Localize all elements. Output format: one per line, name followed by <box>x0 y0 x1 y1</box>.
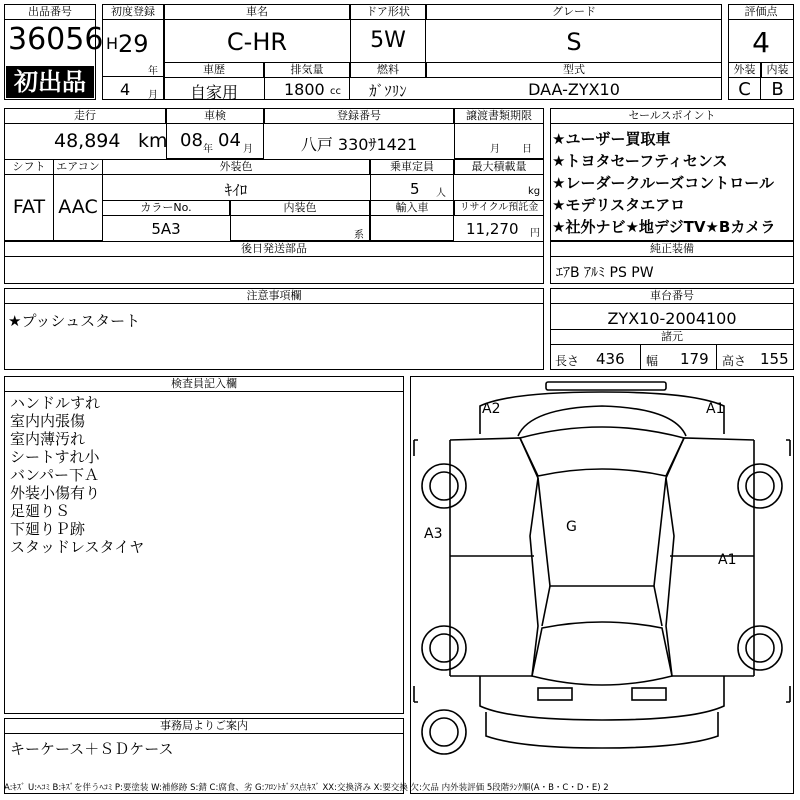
mileage-unit: km <box>138 130 168 152</box>
transfer-day: 日 <box>522 144 532 155</box>
plate-label: 登録番号 <box>264 108 454 124</box>
exterior-grade: C <box>738 79 751 100</box>
air-conditioner: AAC <box>58 196 98 218</box>
width-label: 幅 <box>646 354 659 368</box>
transfer-month: 月 <box>490 144 500 155</box>
note-line: 下廻りＰ跡 <box>10 520 86 538</box>
interior-label: 内装 <box>761 62 794 78</box>
mileage: 48,894 <box>54 130 121 152</box>
inspection-month-unit: 月 <box>243 144 253 155</box>
capacity-unit: 人 <box>436 188 446 199</box>
shift: FAT <box>12 196 46 218</box>
mileage-label: 走行 <box>4 108 166 124</box>
history-label: 車歴 <box>164 62 264 78</box>
damage-mark: A3 <box>424 526 443 542</box>
office-notes-label: 事務局よりご案内 <box>4 718 404 734</box>
note-line: ハンドルすれ <box>10 394 101 412</box>
color-number: 5A3 <box>151 220 181 238</box>
dim-divider-1 <box>640 344 641 370</box>
car-name-label: 車名 <box>164 4 350 20</box>
damage-mark: A1 <box>706 401 725 417</box>
chassis-label: 車台番号 <box>550 288 794 304</box>
inspection-label: 車検 <box>166 108 264 124</box>
office-notes: キーケース＋ＳＤケース <box>10 740 174 758</box>
interior-color-label: 内装色 <box>230 200 370 216</box>
exterior-color: ｷｲﾛ <box>224 181 248 199</box>
note-line: 室内内張傷 <box>10 412 86 430</box>
grade-label: グレード <box>426 4 722 20</box>
color-number-label: カラーNo. <box>102 200 230 216</box>
registration-era: H <box>106 34 119 53</box>
grade: S <box>566 28 582 56</box>
inspector-notes-label: 検査員記入欄 <box>4 376 404 392</box>
sales-point: ★ユーザー買取車 <box>552 130 671 148</box>
shift-label: シフト <box>4 159 54 175</box>
equipment-label: 純正装備 <box>550 241 794 257</box>
inspection-month: 04 <box>218 130 241 151</box>
legend: A:ｷｽﾞ U:ﾍｺﾐ B:ｷｽﾞを伴うﾍｺﾐ P:要塗装 W:補修跡 S:錆 C:腐食、劣 G:ﾌﾛﾝﾄｶﾞﾗｽ点ｷｽﾞ XX:交換済み X:要交換 欠:欠品 内外装評価 5段階ﾗﾝｸ順(A・B・C・D・E) 2 <box>4 783 609 793</box>
max-load-unit: kg <box>528 186 541 197</box>
sales-points-label: セールスポイント <box>550 108 794 124</box>
specs-label: 諸元 <box>550 329 794 345</box>
score-label: 評価点 <box>728 4 794 20</box>
interior-color-unit: 系 <box>354 230 364 241</box>
damage-mark: A2 <box>482 401 501 417</box>
first-listing-badge: 初出品 <box>6 66 94 98</box>
capacity: 5 <box>410 180 420 198</box>
note-line: 足廻りＳ <box>10 502 71 520</box>
interior-color-cell <box>230 215 370 241</box>
plate-number: 八戸 330ｻ1421 <box>300 135 418 154</box>
note-line: 外装小傷有り <box>10 484 101 502</box>
import-label: 輸入車 <box>370 200 454 216</box>
caution-label: 注意事項欄 <box>4 288 544 304</box>
month-unit: 月 <box>148 90 158 101</box>
equipment: ｴｱB ｱﾙﾐ PS PW <box>556 265 654 281</box>
displacement-label: 排気量 <box>264 62 350 78</box>
model-code: DAA-ZYX10 <box>528 80 620 99</box>
first-registration-label: 初度登録 <box>102 4 164 20</box>
car-name: C-HR <box>226 28 288 56</box>
exterior-label: 外装 <box>728 62 761 78</box>
car-diagram <box>410 376 794 794</box>
capacity-label: 乗車定員 <box>370 159 454 175</box>
height: 155 <box>760 350 789 368</box>
displacement: 1800 <box>284 80 325 99</box>
lot-number: 36056 <box>8 22 104 57</box>
sales-point: ★レーダークルーズコントロール <box>552 174 774 192</box>
year-unit: 年 <box>148 66 158 77</box>
fuel: ｶﾞｿﾘﾝ <box>369 82 407 100</box>
import-cell <box>370 215 454 241</box>
note-line: スタッドレスタイヤ <box>10 538 145 556</box>
sales-point: ★トヨタセーフティセンス <box>552 152 728 170</box>
damage-mark: A1 <box>718 552 737 568</box>
sales-point: ★社外ナビ★地デジTV★Bカメラ <box>552 218 776 236</box>
transfer-doc-label: 譲渡書類期限 <box>454 108 544 124</box>
history: 自家用 <box>189 83 238 102</box>
note-line: シートすれ小 <box>10 448 100 466</box>
later-parts-label: 後日発送部品 <box>4 241 544 257</box>
inspector-notes-list <box>10 394 144 556</box>
note-line: バンパー下Ａ <box>10 466 99 484</box>
recycle-fee: 11,270 <box>466 220 519 238</box>
inspection-year-unit: 年 <box>203 144 213 155</box>
registration-month: 4 <box>120 80 131 99</box>
door-type: 5W <box>370 28 406 53</box>
interior-grade: B <box>771 79 784 100</box>
chassis-number: ZYX10-2004100 <box>607 309 737 328</box>
exterior-color-label: 外装色 <box>102 159 370 175</box>
model-label: 型式 <box>426 62 722 78</box>
registration-year: 29 <box>118 30 149 58</box>
lot-number-label: 出品番号 <box>4 4 96 20</box>
dim-divider-2 <box>716 344 717 370</box>
length-label: 長さ <box>555 354 580 368</box>
note-line: 室内薄汚れ <box>10 430 86 448</box>
score: 4 <box>752 26 770 59</box>
sales-point: ★モデリスタエアロ <box>552 196 686 214</box>
max-load-label: 最大積載量 <box>454 159 544 175</box>
height-label: 高さ <box>722 354 747 368</box>
caution-text: ★プッシュスタート <box>8 312 141 330</box>
displacement-unit: cc <box>330 86 341 97</box>
recycle-unit: 円 <box>530 228 540 239</box>
damage-mark: G <box>566 519 577 535</box>
registration-divider <box>102 76 164 77</box>
inspection-year: 08 <box>180 130 203 151</box>
width: 179 <box>680 350 709 368</box>
ac-label: エアコン <box>53 159 103 175</box>
fuel-label: 燃料 <box>350 62 426 78</box>
length: 436 <box>596 350 625 368</box>
recycle-label: リサイクル預託金 <box>454 200 544 216</box>
door-label: ドア形状 <box>350 4 426 20</box>
